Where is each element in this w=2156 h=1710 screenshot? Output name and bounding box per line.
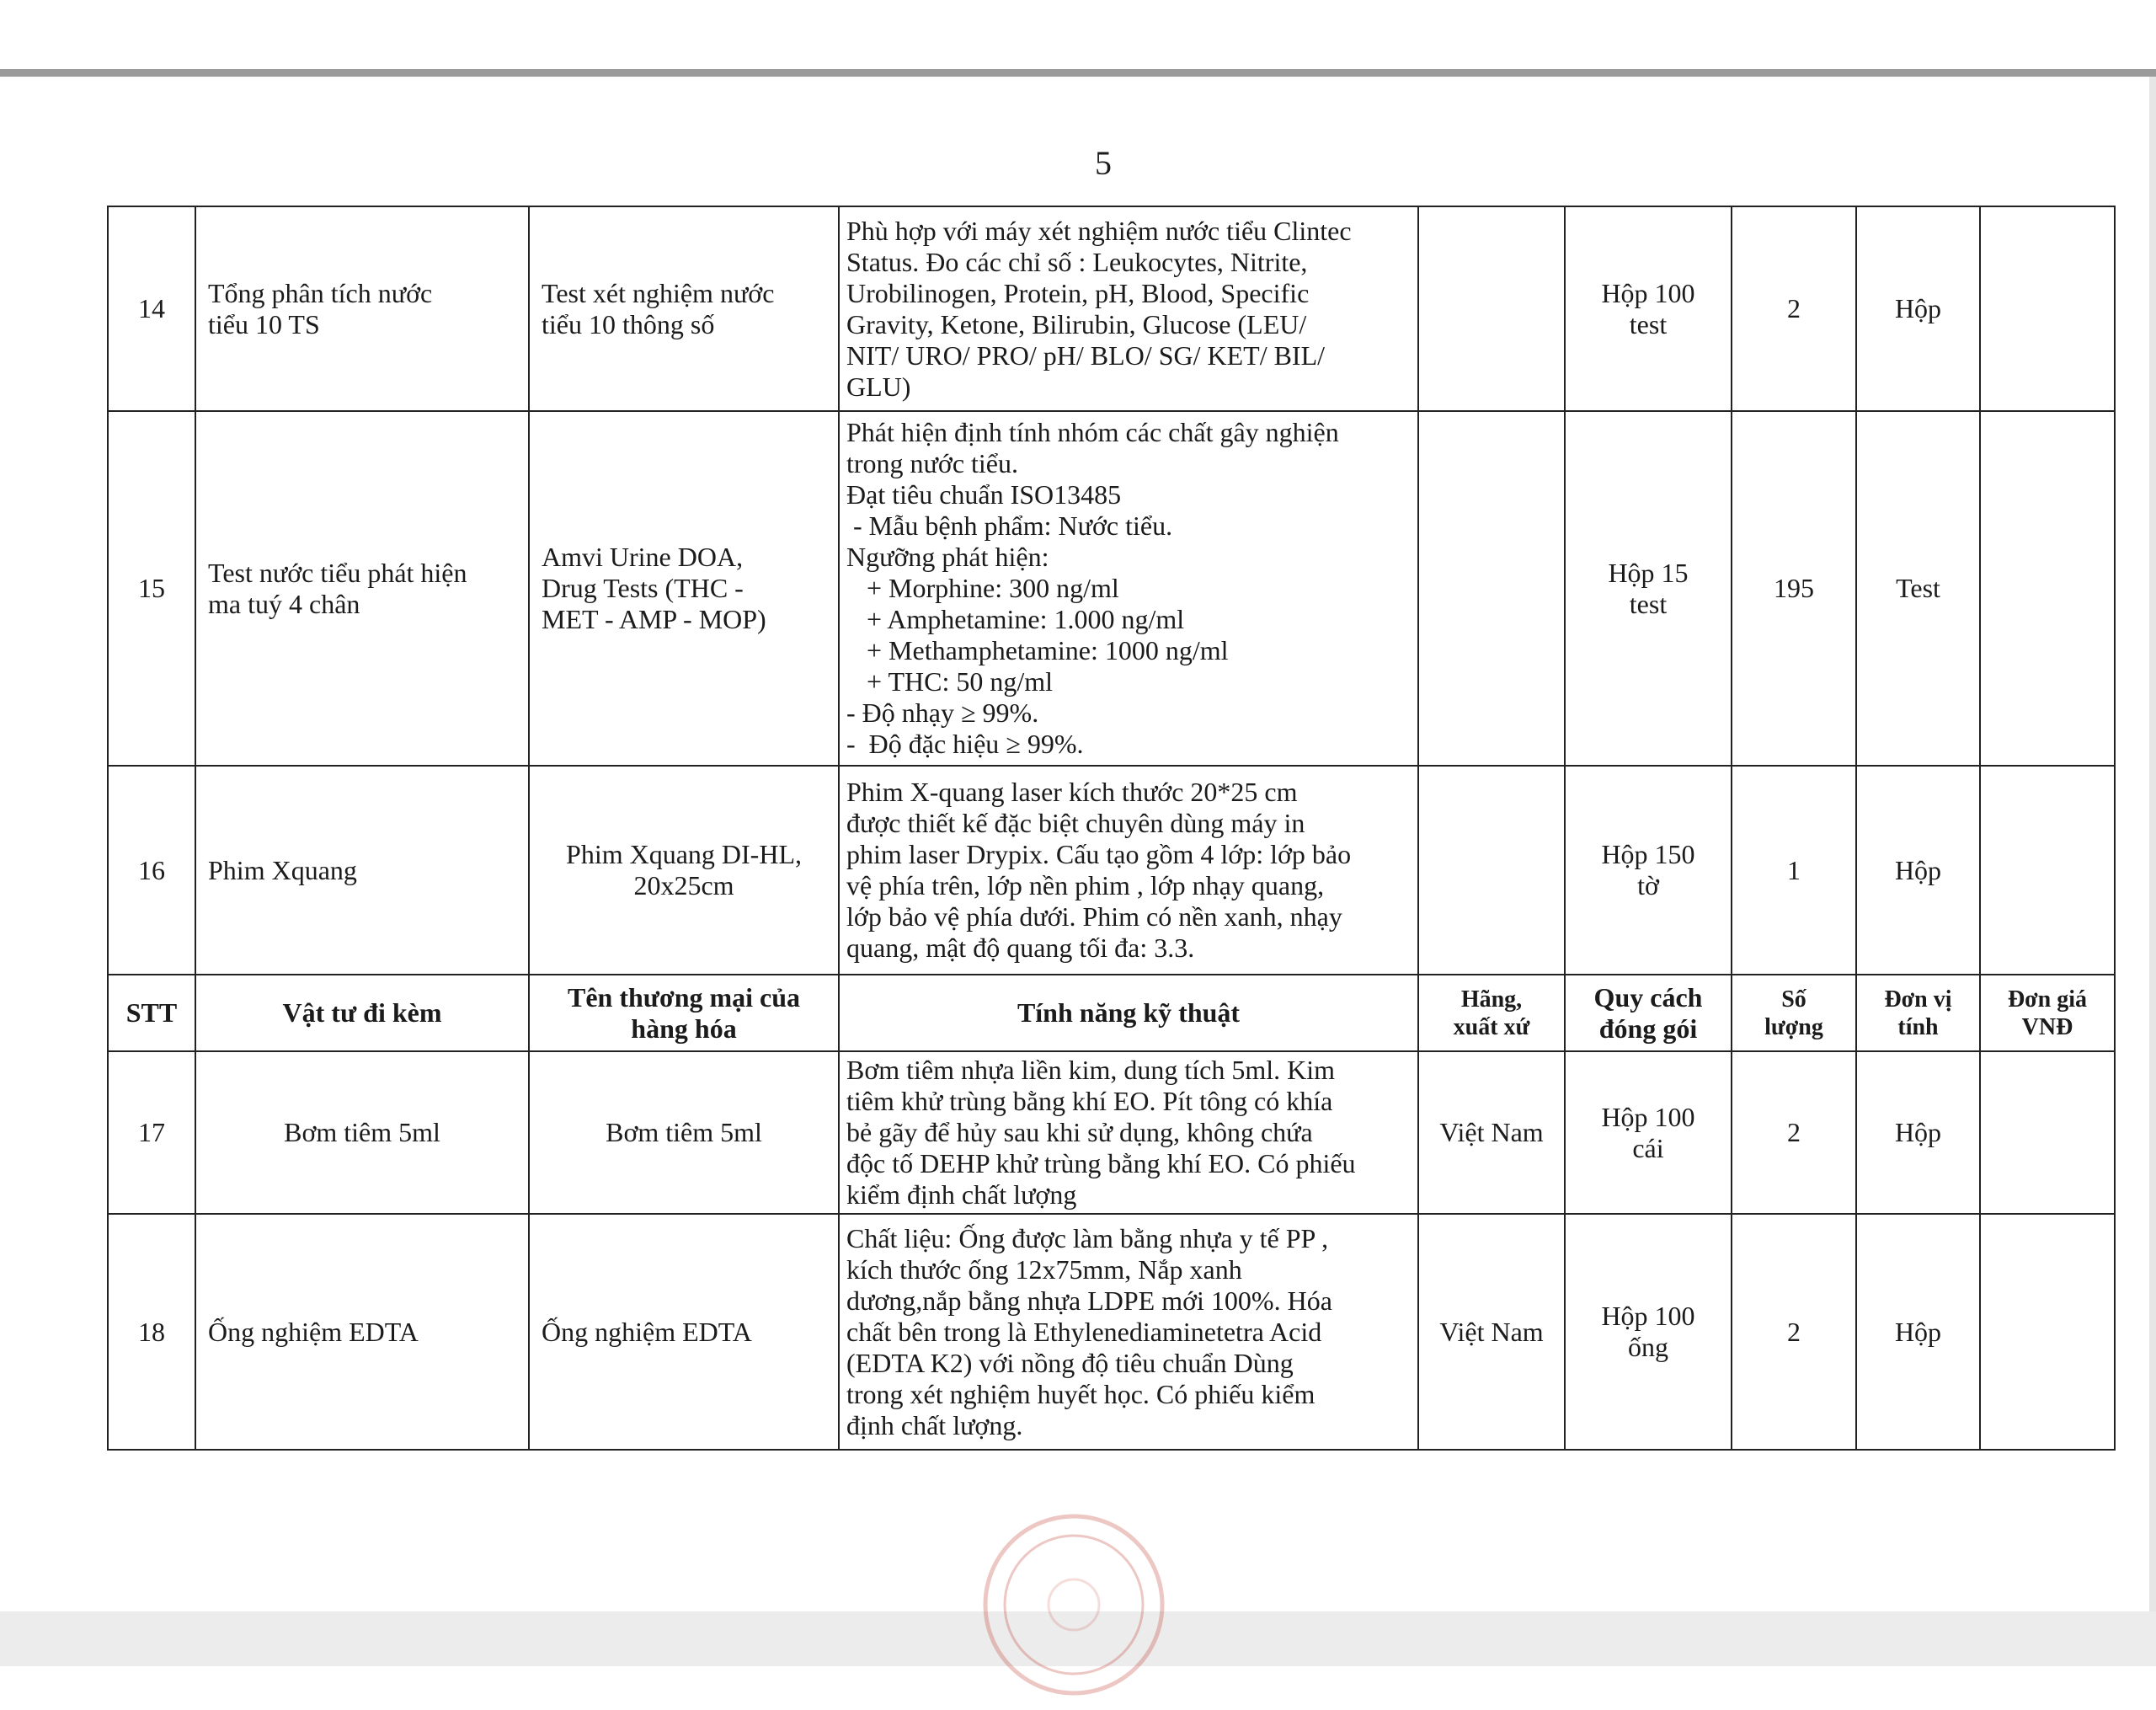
- cell-packing: Hộp 150 tờ: [1565, 766, 1732, 975]
- cell-origin: [1418, 206, 1565, 411]
- header-trade-name: Tên thương mại của hàng hóa: [529, 975, 839, 1051]
- cell-trade-name: Bơm tiêm 5ml: [529, 1051, 839, 1214]
- cell-unit-price: [1980, 1214, 2115, 1450]
- cell-quantity: 2: [1732, 1051, 1856, 1214]
- table-row: [108, 411, 2115, 766]
- cell-unit: Hộp: [1856, 766, 1980, 975]
- cell-item-name: Tổng phân tích nước tiểu 10 TS: [195, 206, 529, 411]
- cell-spec: Phù hợp với máy xét nghiệm nước tiểu Clintec Status. Đo các chỉ số : Leukocytes, Nitrite, Urobilinogen, Protein, pH, Blood, Specific Gravity, Ketone, Bilirubin, Glucose (LEU/ NIT/ URO/ PRO/ pH/ BLO/ SG/ KET/ BIL/ GLU): [839, 206, 1418, 411]
- cell-spec: Chất liệu: Ống được làm bằng nhựa y tế PP , kích thước ống 12x75mm, Nắp xanh dương,nắp bằng nhựa LDPE mới 100%. Hóa chất bên trong là Ethylenediaminetetra Acid (EDTA K2) với nồng độ tiêu chuẩn Dùng trong xét nghiệm huyết học. Có phiếu kiểm định chất lượng.: [839, 1214, 1418, 1450]
- cell-spec: Bơm tiêm nhựa liền kim, dung tích 5ml. Kim tiêm khử trùng bằng khí EO. Pít tông có khía bẻ gãy để hủy sau khi sử dụng, không chứa độc tố DEHP khử trùng bằng khí EO. Có phiếu kiểm định chất lượng: [839, 1051, 1418, 1214]
- cell-unit: Hộp: [1856, 1214, 1980, 1450]
- header-spec: Tính năng kỹ thuật: [839, 975, 1418, 1051]
- table-row: [108, 1214, 2115, 1450]
- scan-right-edge: [2149, 77, 2156, 1611]
- page-number: 5: [1095, 144, 1112, 182]
- cell-unit-price: [1980, 766, 2115, 975]
- cell-spec: Phim X-quang laser kích thước 20*25 cm được thiết kế đặc biệt chuyên dùng máy in phim laser Drypix. Cấu tạo gồm 4 lớp: lớp bảo vệ phía trên, lớp nền phim , lớp nhạy quang, lớp bảo vệ phía dưới. Phim có nền xanh, nhạy quang, mật độ quang tối đa: 3.3.: [839, 766, 1418, 975]
- cell-packing: Hộp 100 test: [1565, 206, 1732, 411]
- cell-origin: Việt Nam: [1418, 1214, 1565, 1450]
- header-item: Vật tư đi kèm: [195, 975, 529, 1051]
- cell-trade-name: Phim Xquang DI-HL, 20x25cm: [529, 766, 839, 975]
- cell-stt: 14: [108, 206, 195, 411]
- cell-item-name: Bơm tiêm 5ml: [195, 1051, 529, 1214]
- header-quantity: Số lượng: [1732, 975, 1856, 1051]
- scan-top-edge: [0, 69, 2156, 77]
- cell-unit-price: [1980, 1051, 2115, 1214]
- cell-quantity: 2: [1732, 1214, 1856, 1450]
- cell-quantity: 2: [1732, 206, 1856, 411]
- cell-packing: Hộp 15 test: [1565, 411, 1732, 766]
- cell-origin: Việt Nam: [1418, 1051, 1565, 1214]
- cell-quantity: 1: [1732, 766, 1856, 975]
- table-row: [108, 766, 2115, 975]
- cell-stt: 15: [108, 411, 195, 766]
- stamp-mark: [969, 1499, 1179, 1710]
- cell-item-name: Ống nghiệm EDTA: [195, 1214, 529, 1450]
- cell-trade-name: Amvi Urine DOA, Drug Tests (THC - MET - AMP - MOP): [529, 411, 839, 766]
- cell-unit: Hộp: [1856, 1051, 1980, 1214]
- table-row: [108, 206, 2115, 411]
- cell-unit: Test: [1856, 411, 1980, 766]
- cell-origin: [1418, 766, 1565, 975]
- cell-item-name: Phim Xquang: [195, 766, 529, 975]
- cell-stt: 18: [108, 1214, 195, 1450]
- cell-item-name: Test nước tiểu phát hiện ma tuý 4 chân: [195, 411, 529, 766]
- table-row: [108, 1051, 2115, 1214]
- cell-trade-name: Ống nghiệm EDTA: [529, 1214, 839, 1450]
- cell-packing: Hộp 100 cái: [1565, 1051, 1732, 1214]
- table-header-row: [108, 975, 2115, 1051]
- header-stt: STT: [108, 975, 195, 1051]
- cell-trade-name: Test xét nghiệm nước tiểu 10 thông số: [529, 206, 839, 411]
- header-origin: Hãng, xuất xứ: [1418, 975, 1565, 1051]
- cell-unit-price: [1980, 411, 2115, 766]
- cell-stt: 16: [108, 766, 195, 975]
- header-unit: Đơn vị tính: [1856, 975, 1980, 1051]
- cell-origin: [1418, 411, 1565, 766]
- header-packing: Quy cách đóng gói: [1565, 975, 1732, 1051]
- cell-unit-price: [1980, 206, 2115, 411]
- cell-stt: 17: [108, 1051, 195, 1214]
- cell-unit: Hộp: [1856, 206, 1980, 411]
- cell-packing: Hộp 100 ống: [1565, 1214, 1732, 1450]
- cell-quantity: 195: [1732, 411, 1856, 766]
- cell-spec: Phát hiện định tính nhóm các chất gây nghiện trong nước tiểu. Đạt tiêu chuẩn ISO13485 - Mẫu bệnh phẩm: Nước tiểu. Ngưỡng phát hiện: + Morphine: 300 ng/ml + Amphetamine: 1.000 ng/ml + Methamphetamine: 1000 ng/ml + THC: 50 ng/ml - Độ nhạy ≥ 99%. - Độ đặc hiệu ≥ 99%.: [839, 411, 1418, 766]
- equipment-table: [107, 206, 2116, 1451]
- header-unit-price: Đơn giá VNĐ: [1980, 975, 2115, 1051]
